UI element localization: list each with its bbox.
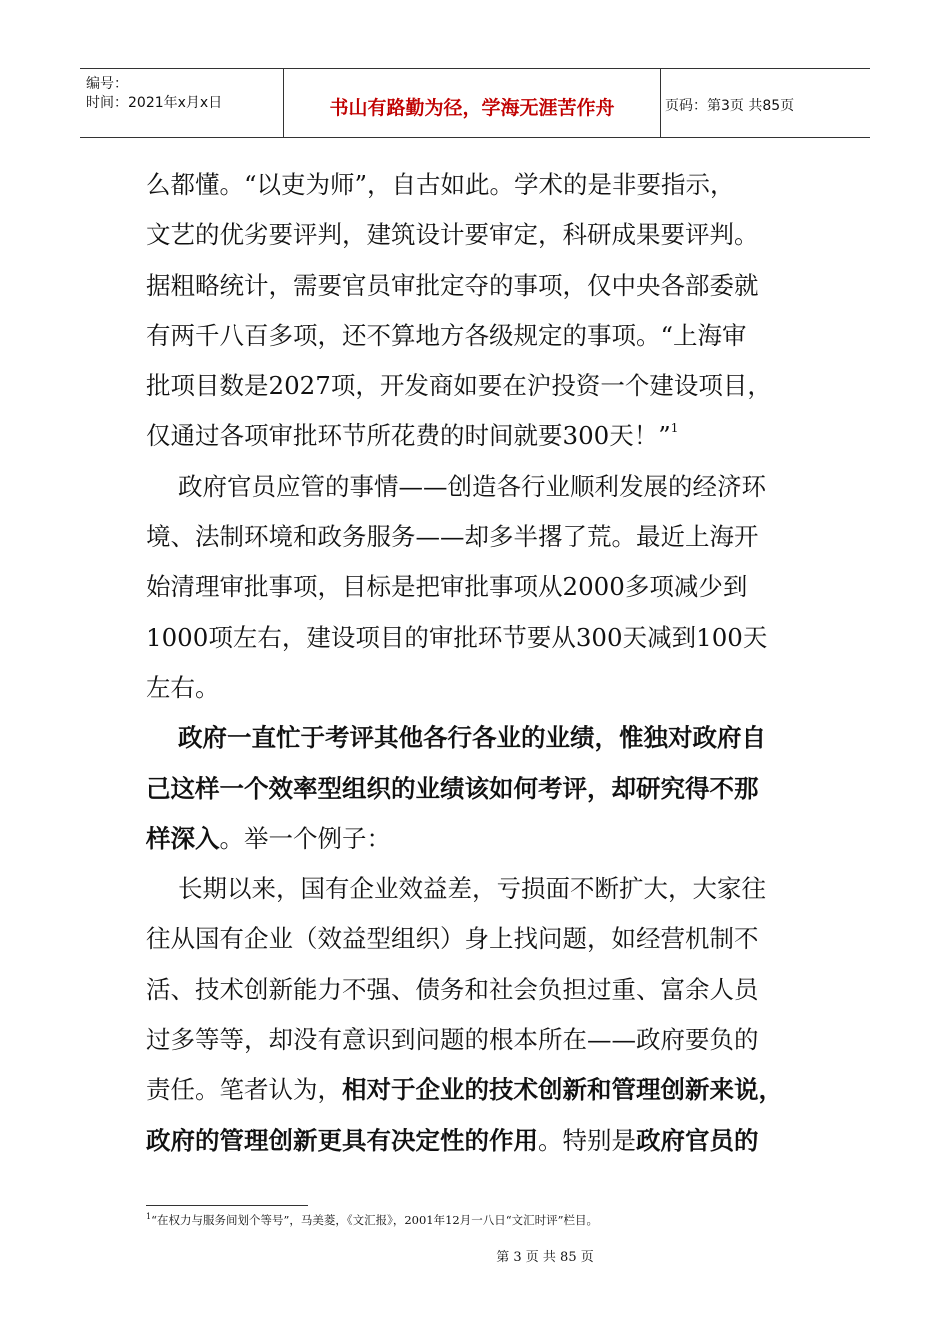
body-line: [146, 1116, 808, 1166]
footnote-text: “在权力与服务间划个等号”，马美菱，《文汇报》，2001年12月一八日“文汇时评”栏目。: [151, 1213, 599, 1227]
body-line: 批项目数是2027项，开发商如要在沪投资一个建设项目，: [146, 371, 772, 401]
footnote: [146, 1212, 598, 1228]
body-text: 责任。笔者认为，: [146, 1075, 342, 1105]
emphasis-text: 己这样一个效率型组织的业绩该如何考评，却研究得不那: [146, 773, 759, 803]
body-line: 有两千八百多项，还不算地方各级规定的事项。“上海审: [146, 320, 747, 350]
emphasis-text: 政府一直忙于考评其他各行各业的业绩，惟独对政府自: [178, 723, 766, 753]
body-line: 境、法制环境和政务服务——却多半撂了荒。最近上海开: [146, 522, 759, 552]
page-footer: 第 3 页 共 85 页: [496, 1250, 594, 1265]
body-line: 么都懂。“以吏为师”，自古如此。学术的是非要指示，: [146, 170, 735, 199]
body-line: 活、技术创新能力不强、债务和社会负担过重、富余人员: [146, 974, 759, 1004]
body-line: 文艺的优劣要评判，建筑设计要审定，科研成果要评判。: [146, 220, 759, 250]
body-line: 据粗略统计，需要官员审批定夺的事项，仅中央各部委就: [146, 270, 759, 300]
body-line: 过多等等，却没有意识到问题的根本所在——政府要负的: [146, 1025, 759, 1055]
emphasis-text: 相对于企业的技术创新和管理创新来说，: [342, 1075, 783, 1105]
header-page-number: 页码：第3页 共85页: [665, 98, 795, 114]
body-line: 长期以来，国有企业效益差，亏损面不断扩大，大家往: [178, 874, 766, 904]
header-info-cell: [80, 69, 284, 137]
body-line: [146, 713, 808, 763]
header-motto-cell: [284, 69, 661, 137]
emphasis-text: 政府的管理创新更具有决定性的作用: [146, 1125, 538, 1155]
body-line: 左右。: [146, 672, 220, 702]
body-line: 往从国有企业（效益型组织）身上找问题，如经营机制不: [146, 924, 759, 954]
body-line: [146, 411, 808, 461]
footnote-reference: 1: [670, 421, 679, 436]
emphasis-text: 政府官员的: [636, 1125, 759, 1155]
footnote-mark: 1: [146, 1212, 152, 1221]
document-date-label: 时间：2021年x月x日: [86, 95, 223, 111]
body-line: [146, 814, 808, 864]
body-text: 。举一个例子：: [219, 823, 391, 853]
body-line: [146, 1065, 808, 1115]
emphasis-text: 样深入: [146, 823, 220, 853]
footnote-separator: [146, 1205, 308, 1206]
motto-text: 书山有路勤为径，学海无涯苦作舟: [329, 97, 615, 119]
header-page-cell: [661, 69, 870, 137]
document-number-label: 编号：: [86, 76, 128, 92]
document-body: [146, 160, 808, 1166]
body-line: 1000项左右，建设项目的审批环节要从300天减到100天: [146, 622, 768, 652]
body-text: 。特别是: [538, 1125, 636, 1155]
body-line: 始清理审批事项，目标是把审批事项从2000多项减少到: [146, 572, 748, 602]
body-line: [146, 764, 808, 814]
header-table: [80, 68, 870, 138]
body-line: 政府官员应管的事情——创造各行业顺利发展的经济环: [178, 471, 766, 501]
body-text: 仅通过各项审批环节所花费的时间就要300天！”: [146, 421, 671, 451]
